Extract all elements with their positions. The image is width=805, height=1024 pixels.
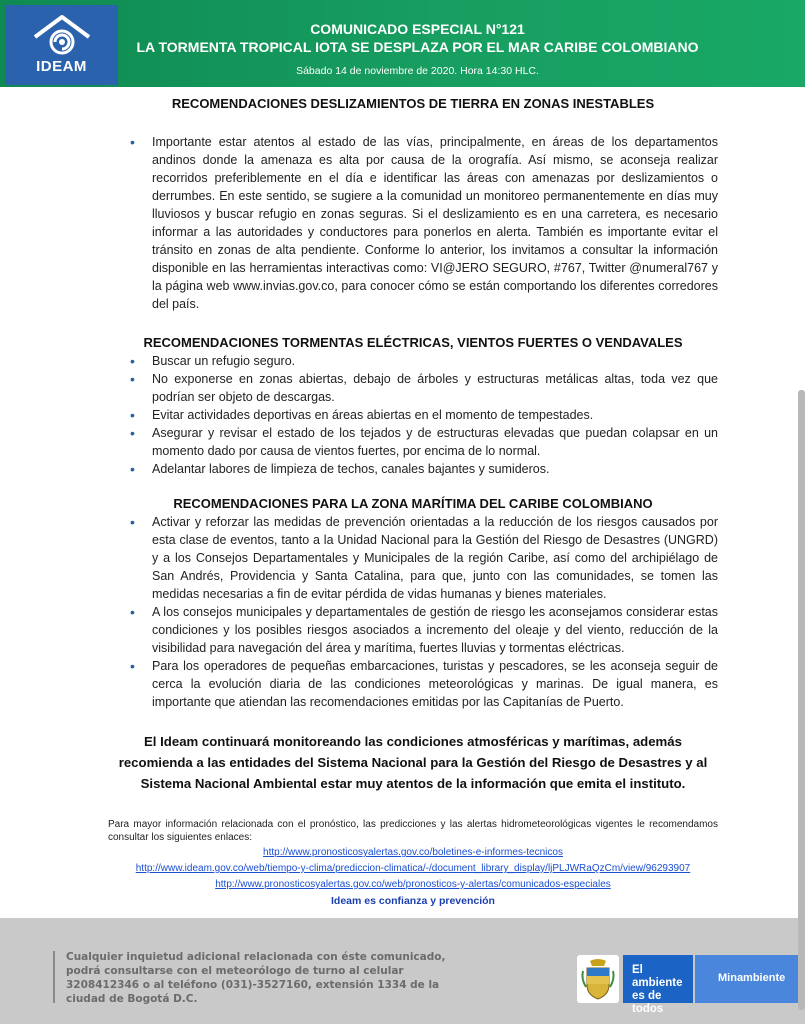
link-boletines[interactable]: http://www.pronosticosyalertas.gov.co/boletines-e-informes-tecnicos bbox=[263, 847, 563, 858]
scrollbar[interactable] bbox=[798, 390, 805, 1010]
section-title-storms: RECOMENDACIONES TORMENTAS ELÉCTRICAS, VIENTOS FUERTES O VENDAVALES bbox=[143, 335, 683, 350]
header-banner bbox=[0, 0, 805, 87]
link-comunicados-especiales[interactable]: http://www.pronosticosyalertas.gov.co/web/pronosticos-y-alertas/comunicados-especiales bbox=[215, 879, 611, 890]
main-content bbox=[108, 96, 718, 907]
logo-text: IDEAM bbox=[36, 58, 87, 75]
bulletin-date: Sábado 14 de noviembre de 2020. Hora 14:30 HLC. bbox=[296, 65, 539, 77]
maritime-list bbox=[108, 513, 718, 711]
link-prediccion-climatica[interactable]: http://www.ideam.gov.co/web/tiempo-y-clima/prediccion-climatica/-/document_library_display/ljPLJWRaQzCm/view/96293907 bbox=[135, 863, 691, 874]
list-item: • Adelantar labores de limpieza de techos, canales bajantes y sumideros. bbox=[108, 460, 718, 478]
list-item: • Buscar un refugio seguro. bbox=[108, 352, 718, 370]
list-item: • Evitar actividades deportivas en áreas abiertas en el momento de tempestades. bbox=[108, 406, 718, 424]
ideam-swirl-icon bbox=[31, 13, 93, 57]
minambiente-label: Minambiente bbox=[695, 955, 805, 1003]
list-item: • A los consejos municipales y departamentales de gestión de riesgo les aconsejamos considerar estas condiciones y los posibles riesgos asociados a incremento del oleaje y del viento, reducción de la visibilidad para navegación del área y marítima, fuertes lluvias y tormentas eléctricas. bbox=[108, 603, 718, 657]
footer-contact: Cualquier inquietud adicional relacionada con éste comunicado, podrá consultarse con el meteorólogo de turno al celular 3208412346 o al teléfono (031)-3527160, extensión 1334 de la ciudad de Bogotá D.C. bbox=[66, 951, 446, 1005]
more-info-text: Para mayor información relacionada con el pronóstico, las predicciones y las alertas hidrometeorológicas vigentes le recomendamos consultar los siguientes enlaces: bbox=[108, 819, 718, 843]
slogan: Ideam es confianza y prevención bbox=[331, 895, 495, 907]
ambiente-badge: El ambiente es de todos bbox=[623, 955, 693, 1003]
title-line-1: COMUNICADO ESPECIAL N°121 bbox=[310, 21, 525, 37]
colombia-shield-icon bbox=[577, 955, 619, 1003]
ideam-logo bbox=[5, 5, 118, 85]
closing-statement: El Ideam continuará monitoreando las condiciones atmosféricas y marítimas, además recomienda a las entidades del Sistema Nacional para la Gestión del Riesgo de Desastres y al Sistema Nacional Ambiental estar muy atentos de la información que emita el instituto. bbox=[118, 734, 708, 791]
list-item: • Asegurar y revisar el estado de los tejados y de estructuras elevadas que puedan colapsar en un momento dado por causa de vientos fuertes, por encima de lo normal. bbox=[108, 424, 718, 460]
footer-divider bbox=[53, 951, 55, 1003]
section-title-landslides: RECOMENDACIONES DESLIZAMIENTOS DE TIERRA EN ZONAS INESTABLES bbox=[171, 96, 655, 111]
government-brand bbox=[577, 955, 805, 1015]
storms-list bbox=[108, 352, 718, 478]
list-item: • Activar y reforzar las medidas de prevención orientadas a la reducción de los riesgos causados por esta clase de eventos, tanto a la Unidad Nacional para la Gestión del Riesgo de Desastres (UNGRD) y a los Consejos Departamentales y Municipales de la región Caribe, así como del archipiélago de San Andrés, Providencia y Santa Catalina, para que, junto con las comunidades, se tomen las medidas necesarias a fin de evitar pérdida de vidas humanas y bienes materiales. bbox=[108, 513, 718, 603]
page-title bbox=[130, 20, 705, 56]
list-item: • No exponerse en zonas abiertas, debajo de árboles y estructuras metálicas altas, toda vez que podrían ser objeto de descargas. bbox=[108, 370, 718, 406]
title-line-2: LA TORMENTA TROPICAL IOTA SE DESPLAZA POR EL MAR CARIBE COLOMBIANO bbox=[136, 39, 699, 55]
list-item: • Para los operadores de pequeñas embarcaciones, turistas y pescadores, se les aconseja seguir de cerca la evolución diaria de las condiciones meteorológicas y marinas. De igual manera, es importante que atiendan las recomendaciones emitidas por las Capitanías de Puerto. bbox=[108, 657, 718, 711]
list-item: • Importante estar atentos al estado de las vías, principalmente, en áreas de los departamentos andinos donde la amenaza es alta por causa de la orografía. Así mismo, se aconseja realizar recorridos preferiblemente en el día e identificar las áreas con amenazas por deslizamientos o derrumbes. En este sentido, se sugiere a la comunidad un monitoreo permanentemente en días muy lluviosos y buscar refugio en zonas seguras. Si el deslizamiento es en una carretera, es necesario informar a las autoridades y conductores para ponerlos en alerta. También es importante evitar el tránsito en zonas de alta pendiente. Conforme lo anterior, los invitamos a consultar la información disponible en las herramientas interactivas como: VI@JERO SEGURO, #767, Twitter @numeral767 y la página web www.invias.gov.co, para conocer cómo se están comportando los diferentes corredores del país. bbox=[108, 133, 718, 313]
section-title-maritime: RECOMENDACIONES PARA LA ZONA MARÍTIMA DEL CARIBE COLOMBIANO bbox=[173, 496, 653, 511]
links-list bbox=[108, 845, 718, 893]
landslides-list bbox=[108, 133, 718, 313]
